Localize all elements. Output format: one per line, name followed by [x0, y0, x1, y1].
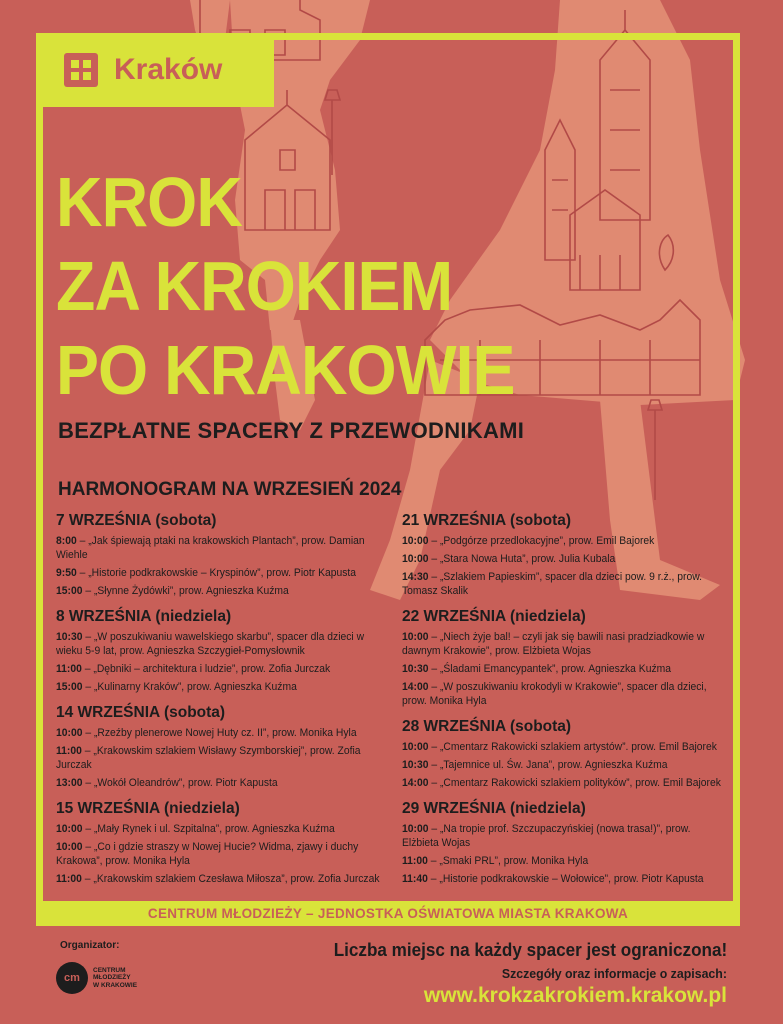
- event-item: [56, 680, 380, 694]
- title-line-3: PO KRAKOWIE: [56, 331, 515, 409]
- schedule-day: [56, 704, 401, 790]
- krakow-crest-icon: [62, 51, 100, 89]
- registration-details-label: Szczegóły oraz informacje o zapisach:: [501, 966, 727, 981]
- event-time: 8:00: [56, 535, 77, 547]
- event-description: – „Słynne Żydówki”, prow. Agnieszka Kuźma: [82, 585, 289, 597]
- event-time: 11:00: [56, 663, 82, 675]
- event-item: [402, 854, 726, 868]
- event-description: – „Smaki PRL”, prow. Monika Hyla: [427, 855, 589, 867]
- event-description: – „Stara Nowa Huta”, prow. Julia Kubala: [428, 553, 616, 565]
- event-time: 10:30: [56, 631, 83, 643]
- event-time: 10:00: [402, 823, 429, 835]
- event-time: 10:00: [402, 535, 429, 547]
- event-item: [56, 630, 380, 658]
- logo-text: Kraków: [114, 53, 223, 86]
- poster-title: [56, 160, 515, 412]
- event-item: [402, 758, 726, 772]
- event-time: 13:00: [56, 777, 83, 789]
- event-description: – „Co i gdzie straszy w Nowej Hucie? Widma, zjawy i duchy Krakowa”, prow. Monika Hyla: [56, 841, 359, 867]
- event-time: 15:00: [56, 681, 83, 693]
- title-line-1: KROK: [56, 163, 242, 241]
- event-item: [402, 680, 726, 708]
- event-time: 11:00: [56, 745, 82, 757]
- krakow-logo: [36, 33, 274, 107]
- event-item: [402, 872, 726, 886]
- event-time: 10:30: [402, 663, 429, 675]
- event-time: 11:00: [402, 855, 428, 867]
- event-item: [402, 630, 726, 658]
- event-description: – „Niech żyje bal! – czyli jak się bawili nasi pradziadkowie w dawnym Krakowie”, prow. Elżbieta Wojas: [402, 631, 705, 657]
- schedule-day: [402, 800, 747, 886]
- event-item: [402, 552, 726, 566]
- event-time: 10:00: [402, 553, 429, 565]
- event-item: [56, 744, 380, 772]
- event-item: [402, 534, 726, 548]
- limited-places-notice: Liczba miejsc na każdy spacer jest ograniczona!: [333, 940, 727, 960]
- event-item: [402, 822, 726, 850]
- event-description: – „W poszukiwaniu krokodyli w Krakowie”, spacer dla dzieci, prow. Monika Hyla: [402, 681, 707, 707]
- event-item: [56, 840, 380, 868]
- event-time: 10:30: [402, 759, 429, 771]
- event-time: 10:00: [56, 823, 83, 835]
- event-description: – „Cmentarz Rakowicki szlakiem polityków”, prow. Emil Bajorek: [428, 777, 721, 789]
- day-title: 29 WRZEŚNIA (niedziela): [402, 800, 586, 817]
- event-item: [56, 584, 380, 598]
- event-item: [402, 662, 726, 676]
- event-description: – „Krakowskim szlakiem Czesława Miłosza”, prow. Zofia Jurczak: [81, 873, 380, 885]
- event-description: – „Mały Rynek i ul. Szpitalna”, prow. Agnieszka Kuźma: [82, 823, 335, 835]
- title-line-2: ZA KROKIEM: [56, 247, 453, 325]
- event-time: 14:00: [402, 777, 429, 789]
- event-description: – „W poszukiwaniu wawelskiego skarbu”, spacer dla dzieci w wieku 5-9 lat, prow. Agnieszka Szczygieł-Pomysłownik: [56, 631, 365, 657]
- organizer-name: [93, 967, 153, 990]
- event-item: [402, 776, 726, 790]
- schedule-day: [56, 512, 401, 598]
- event-description: – „Jak śpiewają ptaki na krakowskich Plantach”, prow. Damian Wiehle: [56, 535, 365, 561]
- event-description: – „Historie podkrakowskie – Wołowice”, prow. Piotr Kapusta: [427, 873, 704, 885]
- event-item: [56, 822, 380, 836]
- event-item: [56, 566, 380, 580]
- event-description: – „Na tropie prof. Szczupaczyńskiej (nowa trasa!)”, prow. Elżbieta Wojas: [402, 823, 691, 849]
- organizer-name-line: CENTRUM: [93, 966, 126, 974]
- organizer-logo: [56, 962, 153, 994]
- event-description: – „Wokół Oleandrów”, prow. Piotr Kapusta: [82, 777, 278, 789]
- organizer-logo-icon: cm: [56, 962, 88, 994]
- event-item: [402, 740, 726, 754]
- schedule-day: [402, 718, 747, 790]
- event-time: 15:00: [56, 585, 83, 597]
- event-time: 10:00: [56, 841, 83, 853]
- organizer-name-line: MŁODZIEŻY: [93, 974, 131, 982]
- event-item: [56, 872, 380, 886]
- event-item: [402, 570, 726, 598]
- subtitle: BEZPŁATNE SPACERY Z PRZEWODNIKAMI: [58, 418, 525, 443]
- event-time: 11:00: [56, 873, 82, 885]
- event-description: – „Kulinarny Kraków”, prow. Agnieszka Kuźma: [82, 681, 297, 693]
- schedule-column-left: [56, 512, 401, 896]
- event-description: – „Dębniki – architektura i ludzie”, prow. Zofia Jurczak: [81, 663, 331, 675]
- event-description: – „Podgórze przedlokacyjne”, prow. Emil Bajorek: [428, 535, 655, 547]
- event-description: – „Szlakiem Papieskim”, spacer dla dzieci pow. 9 r.ż., prow. Tomasz Skalik: [402, 571, 703, 597]
- day-title: 15 WRZEŚNIA (niedziela): [56, 800, 240, 817]
- event-time: 11:40: [402, 873, 428, 885]
- organizer-name-line: W KRAKOWIE: [93, 981, 138, 989]
- event-time: 10:00: [56, 727, 83, 739]
- event-description: – „Tajemnice ul. Św. Jana”, prow. Agnieszka Kuźma: [428, 759, 668, 771]
- event-item: [56, 534, 380, 562]
- event-description: – „Krakowskim szlakiem Wisławy Szymborskiej”, prow. Zofia Jurczak: [56, 745, 361, 771]
- event-item: [56, 776, 380, 790]
- day-title: 8 WRZEŚNIA (niedziela): [56, 608, 232, 625]
- day-title: 7 WRZEŚNIA (sobota): [56, 512, 217, 529]
- event-time: 14:00: [402, 681, 429, 693]
- event-time: 10:00: [402, 741, 429, 753]
- website-link[interactable]: www.krokzakrokiem.krakow.pl: [423, 984, 727, 1007]
- day-title: 14 WRZEŚNIA (sobota): [56, 704, 226, 721]
- day-title: 21 WRZEŚNIA (sobota): [402, 512, 572, 529]
- day-title: 28 WRZEŚNIA (sobota): [402, 718, 572, 735]
- organizer-footer-bar: CENTRUM MŁODZIEŻY – JEDNOSTKA OŚWIATOWA MIASTA KRAKOWA: [36, 901, 740, 926]
- organizer-label: Organizator:: [60, 940, 120, 951]
- event-time: 10:00: [402, 631, 429, 643]
- day-title: 22 WRZEŚNIA (niedziela): [402, 608, 586, 625]
- schedule-heading: HARMONOGRAM NA WRZESIEŃ 2024: [58, 479, 402, 500]
- event-description: – „Cmentarz Rakowicki szlakiem artystów”. prow. Emil Bajorek: [428, 741, 717, 753]
- schedule-day: [402, 512, 747, 598]
- event-item: [56, 726, 380, 740]
- event-description: – „Śladami Emancypantek”, prow. Agnieszka Kuźma: [428, 663, 671, 675]
- event-item: [56, 662, 380, 676]
- schedule-day: [56, 800, 401, 886]
- event-time: 9:50: [56, 567, 77, 579]
- event-time: 14:30: [402, 571, 429, 583]
- event-description: – „Rzeźby plenerowe Nowej Huty cz. II”, prow. Monika Hyla: [82, 727, 357, 739]
- schedule-column-right: [402, 512, 747, 896]
- schedule-day: [402, 608, 747, 708]
- schedule-day: [56, 608, 401, 694]
- event-description: – „Historie podkrakowskie – Kryspinów”, prow. Piotr Kapusta: [76, 567, 357, 579]
